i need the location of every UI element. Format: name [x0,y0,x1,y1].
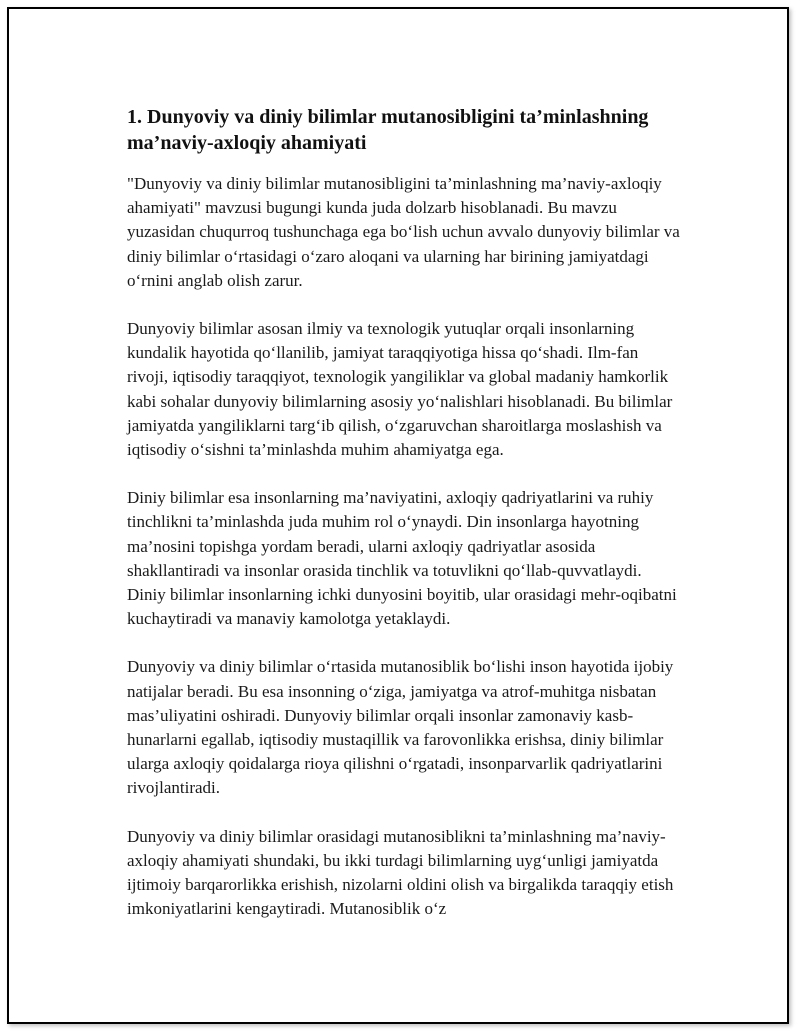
document-title: 1. Dunyoviy va diniy bilimlar mutanosibligini ta’minlashning ma’naviy-axloqiy ahamiyati [127,106,649,154]
paragraph-5: Dunyoviy va diniy bilimlar orasidagi mutanosiblikni ta’minlashning ma’naviy-axloqiy ahamiyati shundaki, bu ikki turdagi bilimlarning uyg‘unligi jamiyatda ijtimoiy barqarorlikka erishish, nizolarni oldini olish va birgalikda taraqqiy etish imkoniyatlarini kengaytiradi. Mutanosiblik o‘z [127,826,674,919]
paragraph-1: "Dunyoviy va diniy bilimlar mutanosibligini ta’minlashning ma’naviy-axloqiy ahamiyati" mavzusi bugungi kunda juda dolzarb hisoblanadi. Bu mavzu yuzasidan chuqurroq tushunchaga ega bo‘lish uchun avvalo dunyoviy bilimlar va diniy bilimlar o‘rtasidagi o‘zaro aloqani va ularning har birining jamiyatdagi o‘rnini anglab olish zarur. [127,174,680,290]
paragraph-3: Diniy bilimlar esa insonlarning ma’naviyatini, axloqiy qadriyatlarini va ruhiy tinchlikni ta’minlashda juda muhim rol o‘ynaydi. Din insonlarga hayotning ma’nosini topishga yordam beradi, ularni axloqiy qadriyatlar asosida shakllantiradi va insonlar orasida tinchlik va totuvlikni qo‘llab-quvvatlaydi. Diniy bilimlar insonlarning ichki dunyosini boyitib, ular orasidagi mehr-oqibatni kuchaytiradi va manaviy kamolotga yetaklaydi. [127,488,677,629]
document-body [127,104,683,945]
paragraph-2: Dunyoviy bilimlar asosan ilmiy va texnologik yutuqlar orqali insonlarning kundalik hayotida qo‘llanilib, jamiyat taraqqiyotiga hissa qo‘shadi. Ilm-fan rivoji, iqtisodiy taraqqiyot, texnologik yangiliklar va global madaniy hamkorlik kabi sohalar dunyoviy bilimlarning asosiy yo‘nalishlari hisoblanadi. Bu bilimlar jamiyatda yangiliklarni targ‘ib qilish, o‘zgaruvchan sharoitlarga moslashish va iqtisodiy o‘sishni ta’minlashda muhim ahamiyatga ega. [127,319,673,460]
document-page [7,7,789,1024]
paragraph-4: Dunyoviy va diniy bilimlar o‘rtasida mutanosiblik bo‘lishi inson hayotida ijobiy natijalar beradi. Bu esa insonning o‘ziga, jamiyatga va atrof-muhitga nisbatan mas’uliyatini oshiradi. Dunyoviy bilimlar orqali insonlar zamonaviy kasb-hunarlarni egallab, iqtisodiy mustaqillik va farovonlikka erishsa, diniy bilimlar ularga axloqiy qoidalarga rioya qilishni o‘rgatadi, insonparvarlik qadriyatlarini rivojlantiradi. [127,657,674,798]
